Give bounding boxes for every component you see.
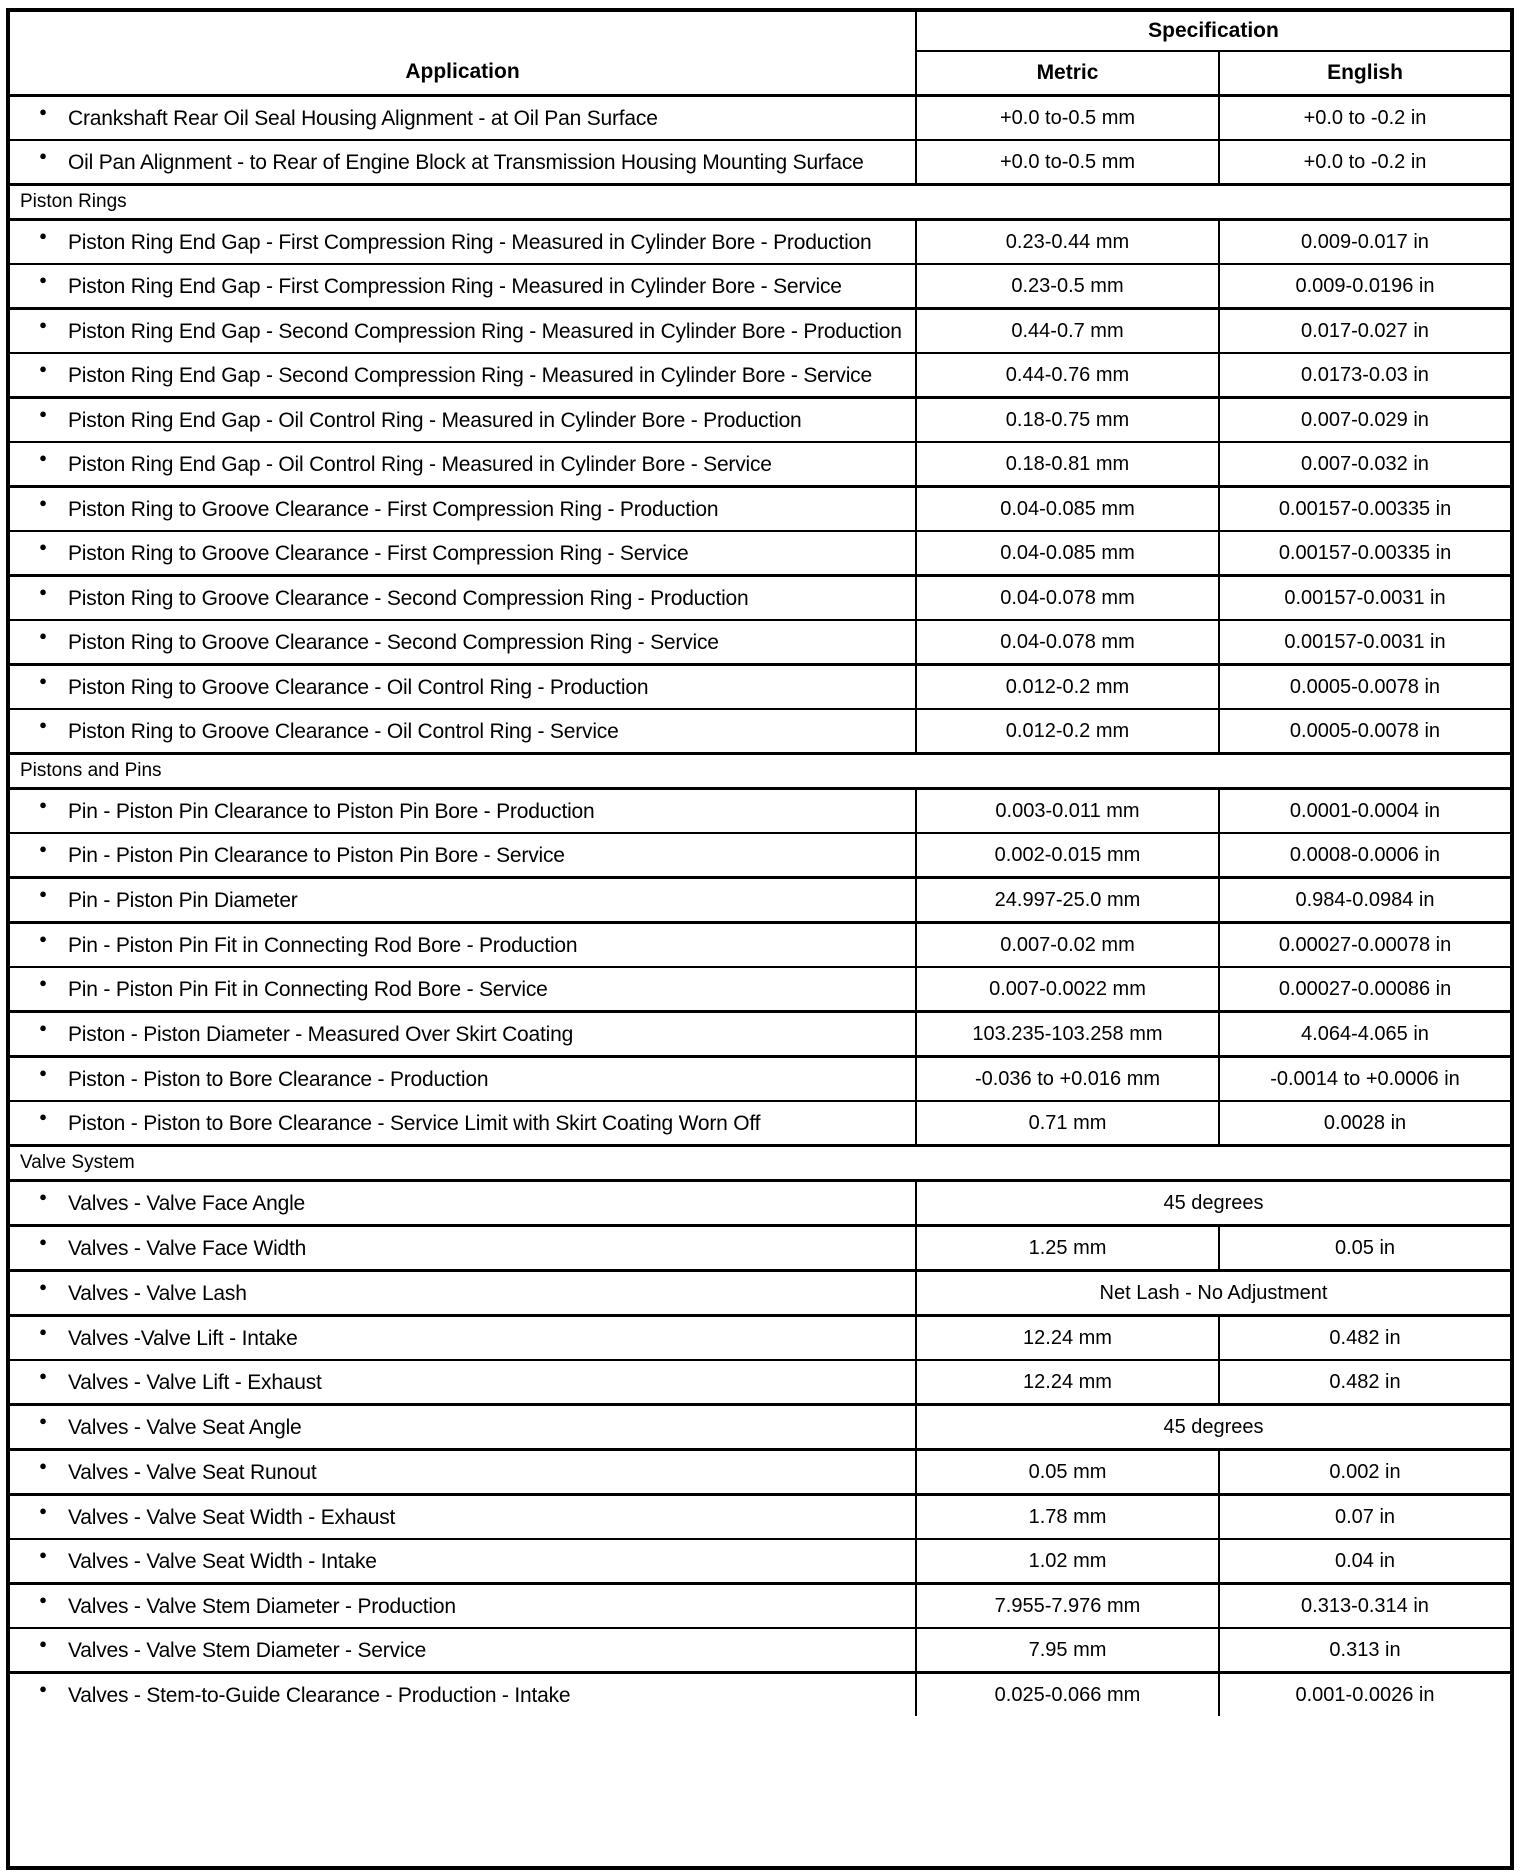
bullet-icon: ● bbox=[39, 796, 47, 812]
application-text: Crankshaft Rear Oil Seal Housing Alignment - at Oil Pan Surface bbox=[68, 106, 658, 130]
application-text: Piston Ring End Gap - Oil Control Ring - Measured in Cylinder Bore - Service bbox=[68, 452, 772, 476]
bullet-icon: ● bbox=[39, 494, 47, 510]
merged-spec-value: 45 degrees bbox=[1163, 1192, 1264, 1214]
metric-value: 1.02 mm bbox=[917, 1540, 1220, 1582]
application-text: Piston - Piston Diameter - Measured Over Skirt Coating bbox=[68, 1022, 574, 1046]
bullet-icon: ● bbox=[39, 974, 47, 990]
merged-spec-value: Net Lash - No Adjustment bbox=[1099, 1282, 1328, 1304]
bullet-icon: ● bbox=[39, 583, 47, 599]
spec-row bbox=[10, 1010, 1510, 1055]
application-text: Piston Ring to Groove Clearance - Second Compression Ring - Service bbox=[68, 630, 719, 654]
english-value: 0.0173-0.03 in bbox=[1301, 364, 1429, 386]
english-value: 0.482 in bbox=[1329, 1327, 1401, 1349]
spec-row bbox=[10, 574, 1510, 619]
spec-row bbox=[10, 139, 1510, 183]
spec-row bbox=[10, 787, 1510, 832]
spec-row bbox=[10, 876, 1510, 921]
bullet-icon: ● bbox=[39, 627, 47, 643]
english-value: 0.00157-0.00335 in bbox=[1278, 542, 1452, 564]
bullet-icon: ● bbox=[39, 1680, 47, 1696]
application-cell bbox=[10, 666, 917, 708]
spec-row bbox=[10, 352, 1510, 396]
application-cell bbox=[10, 710, 917, 752]
bullet-icon: ● bbox=[39, 1367, 47, 1383]
spec-row bbox=[10, 97, 1510, 139]
metric-value: 0.003-0.011 mm bbox=[917, 790, 1220, 832]
application-text: Pin - Piston Pin Diameter bbox=[68, 888, 298, 912]
application-cell bbox=[10, 310, 917, 352]
metric-value: 0.007-0.0022 mm bbox=[917, 968, 1220, 1010]
english-value: 0.001-0.0026 in bbox=[1295, 1684, 1435, 1706]
application-cell bbox=[10, 924, 917, 966]
english-value: 0.00027-0.00086 in bbox=[1278, 978, 1452, 1000]
spec-row bbox=[10, 1538, 1510, 1582]
application-cell bbox=[10, 1058, 917, 1100]
application-cell bbox=[10, 1496, 917, 1538]
section-header-row: Pistons and Pins bbox=[10, 752, 1510, 787]
metric-value: 0.04-0.078 mm bbox=[917, 621, 1220, 663]
spec-row bbox=[10, 1179, 1510, 1224]
spec-row bbox=[10, 1055, 1510, 1100]
bullet-icon: ● bbox=[39, 316, 47, 332]
application-cell bbox=[10, 265, 917, 307]
application-cell bbox=[10, 1629, 917, 1671]
spec-row bbox=[10, 1269, 1510, 1314]
specification-column-header: Specification bbox=[917, 12, 1510, 52]
spec-row bbox=[10, 1627, 1510, 1671]
spec-row bbox=[10, 1448, 1510, 1493]
application-cell bbox=[10, 1361, 917, 1403]
spec-row bbox=[10, 485, 1510, 530]
application-cell bbox=[10, 443, 917, 485]
english-value: 4.064-4.065 in bbox=[1301, 1023, 1429, 1045]
spec-row bbox=[10, 832, 1510, 876]
metric-value: 0.04-0.078 mm bbox=[917, 577, 1220, 619]
application-text: Pin - Piston Pin Clearance to Piston Pin Bore - Service bbox=[68, 843, 565, 867]
spec-row bbox=[10, 1100, 1510, 1144]
english-value: 0.0005-0.0078 in bbox=[1289, 676, 1441, 698]
english-value: 0.0008-0.0006 in bbox=[1289, 844, 1441, 866]
bullet-icon: ● bbox=[39, 672, 47, 688]
metric-value: +0.0 to-0.5 mm bbox=[917, 141, 1220, 183]
spec-row bbox=[10, 441, 1510, 485]
metric-value: 1.25 mm bbox=[917, 1227, 1220, 1269]
application-cell bbox=[10, 399, 917, 441]
metric-value: 7.955-7.976 mm bbox=[917, 1585, 1220, 1627]
metric-value: 12.24 mm bbox=[917, 1361, 1220, 1403]
bullet-icon: ● bbox=[39, 1323, 47, 1339]
bullet-icon: ● bbox=[39, 1108, 47, 1124]
application-text: Valves - Valve Seat Width - Exhaust bbox=[68, 1505, 396, 1529]
bullet-icon: ● bbox=[39, 538, 47, 554]
bullet-icon: ● bbox=[39, 227, 47, 243]
english-value: 0.313 in bbox=[1329, 1639, 1401, 1661]
application-text: Valves -Valve Lift - Intake bbox=[68, 1326, 298, 1350]
application-cell bbox=[10, 1317, 917, 1359]
metric-value: 0.025-0.066 mm bbox=[917, 1674, 1220, 1716]
spec-row bbox=[10, 966, 1510, 1010]
bullet-icon: ● bbox=[39, 1233, 47, 1249]
metric-value: 24.997-25.0 mm bbox=[917, 879, 1220, 921]
application-text: Piston Ring End Gap - Second Compression Ring - Measured in Cylinder Bore - Service bbox=[68, 363, 872, 387]
application-cell bbox=[10, 1406, 917, 1448]
spec-row bbox=[10, 921, 1510, 966]
application-cell bbox=[10, 1585, 917, 1627]
application-text: Piston Ring End Gap - First Compression Ring - Measured in Cylinder Bore - Service bbox=[68, 274, 842, 298]
metric-value: 1.78 mm bbox=[917, 1496, 1220, 1538]
spec-row bbox=[10, 530, 1510, 574]
bullet-icon: ● bbox=[39, 1502, 47, 1518]
bullet-icon: ● bbox=[39, 1278, 47, 1294]
metric-value: 7.95 mm bbox=[917, 1629, 1220, 1671]
english-value: 0.313-0.314 in bbox=[1301, 1595, 1429, 1617]
metric-value: 0.007-0.02 mm bbox=[917, 924, 1220, 966]
table-header bbox=[10, 12, 1510, 97]
metric-value: 0.05 mm bbox=[917, 1451, 1220, 1493]
metric-value: 0.44-0.7 mm bbox=[917, 310, 1220, 352]
application-cell bbox=[10, 354, 917, 396]
application-text: Valves - Valve Stem Diameter - Production bbox=[68, 1594, 456, 1618]
english-value: 0.00157-0.0031 in bbox=[1284, 587, 1446, 609]
application-cell bbox=[10, 621, 917, 663]
english-value: 0.07 in bbox=[1334, 1506, 1396, 1528]
spec-row bbox=[10, 263, 1510, 307]
spec-row bbox=[10, 1224, 1510, 1269]
application-text: Valves - Valve Lash bbox=[68, 1281, 247, 1305]
application-cell bbox=[10, 1182, 917, 1224]
section-header-row: Piston Rings bbox=[10, 183, 1510, 218]
application-cell bbox=[10, 1674, 917, 1716]
metric-value: 0.23-0.44 mm bbox=[917, 221, 1220, 263]
application-cell bbox=[10, 1272, 917, 1314]
english-value: 0.0005-0.0078 in bbox=[1289, 720, 1441, 742]
bullet-icon: ● bbox=[39, 1064, 47, 1080]
english-value: 0.00157-0.0031 in bbox=[1284, 631, 1446, 653]
bullet-icon: ● bbox=[39, 103, 47, 119]
bullet-icon: ● bbox=[39, 1591, 47, 1607]
application-cell bbox=[10, 1451, 917, 1493]
english-value: 0.009-0.017 in bbox=[1301, 231, 1429, 253]
english-value: 0.984-0.0984 in bbox=[1295, 889, 1435, 911]
spec-row bbox=[10, 307, 1510, 352]
application-column-header: Application bbox=[10, 12, 917, 94]
bullet-icon: ● bbox=[39, 716, 47, 732]
english-value: 0.009-0.0196 in bbox=[1295, 275, 1435, 297]
metric-value: 0.71 mm bbox=[917, 1102, 1220, 1144]
spec-row bbox=[10, 663, 1510, 708]
application-cell bbox=[10, 488, 917, 530]
english-column-header: English bbox=[1327, 61, 1403, 84]
metric-value: 0.18-0.75 mm bbox=[917, 399, 1220, 441]
bullet-icon: ● bbox=[39, 885, 47, 901]
specification-table bbox=[6, 8, 1514, 1870]
spec-row bbox=[10, 1359, 1510, 1403]
english-value: 0.00157-0.00335 in bbox=[1278, 498, 1452, 520]
bullet-icon: ● bbox=[39, 930, 47, 946]
application-text: Valves - Valve Seat Runout bbox=[68, 1460, 317, 1484]
application-text: Piston Ring to Groove Clearance - Oil Control Ring - Production bbox=[68, 675, 649, 699]
application-text: Piston Ring to Groove Clearance - Oil Control Ring - Service bbox=[68, 719, 619, 743]
application-cell bbox=[10, 97, 917, 139]
spec-row bbox=[10, 1671, 1510, 1716]
application-text: Piston Ring to Groove Clearance - First Compression Ring - Service bbox=[68, 541, 689, 565]
application-text: Piston Ring to Groove Clearance - First Compression Ring - Production bbox=[68, 497, 719, 521]
application-cell bbox=[10, 1102, 917, 1144]
english-value: 0.00027-0.00078 in bbox=[1278, 934, 1452, 956]
english-value: 0.0001-0.0004 in bbox=[1289, 800, 1441, 822]
application-cell bbox=[10, 879, 917, 921]
application-cell bbox=[10, 141, 917, 183]
application-text: Piston - Piston to Bore Clearance - Production bbox=[68, 1067, 489, 1091]
application-text: Piston Ring End Gap - Oil Control Ring - Measured in Cylinder Bore - Production bbox=[68, 408, 802, 432]
metric-value: 0.04-0.085 mm bbox=[917, 488, 1220, 530]
metric-value: 0.18-0.81 mm bbox=[917, 443, 1220, 485]
metric-value: 0.012-0.2 mm bbox=[917, 710, 1220, 752]
bullet-icon: ● bbox=[39, 449, 47, 465]
spec-row bbox=[10, 396, 1510, 441]
application-cell bbox=[10, 1013, 917, 1055]
application-text: Valves - Valve Face Width bbox=[68, 1236, 307, 1260]
application-text: Pin - Piston Pin Fit in Connecting Rod Bore - Service bbox=[68, 977, 548, 1001]
application-cell bbox=[10, 834, 917, 876]
spec-row bbox=[10, 1582, 1510, 1627]
metric-value: 0.012-0.2 mm bbox=[917, 666, 1220, 708]
metric-value: 103.235-103.258 mm bbox=[917, 1013, 1220, 1055]
metric-value: 0.04-0.085 mm bbox=[917, 532, 1220, 574]
application-cell bbox=[10, 577, 917, 619]
english-value: -0.0014 to +0.0006 in bbox=[1270, 1068, 1460, 1090]
spec-row bbox=[10, 1403, 1510, 1448]
english-value: 0.04 in bbox=[1334, 1550, 1396, 1572]
application-text: Oil Pan Alignment - to Rear of Engine Block at Transmission Housing Mounting Surface bbox=[68, 150, 864, 174]
spec-row bbox=[10, 1314, 1510, 1359]
bullet-icon: ● bbox=[39, 360, 47, 376]
application-cell bbox=[10, 1227, 917, 1269]
spec-row bbox=[10, 218, 1510, 263]
bullet-icon: ● bbox=[39, 271, 47, 287]
application-text: Pin - Piston Pin Fit in Connecting Rod Bore - Production bbox=[68, 933, 578, 957]
english-value: 0.017-0.027 in bbox=[1301, 320, 1429, 342]
english-value: 0.002 in bbox=[1329, 1461, 1401, 1483]
metric-value: 0.23-0.5 mm bbox=[917, 265, 1220, 307]
metric-column-header: Metric bbox=[917, 52, 1220, 94]
english-value: 0.05 in bbox=[1334, 1237, 1396, 1259]
table-body bbox=[10, 97, 1510, 1716]
application-text: Valves - Valve Seat Width - Intake bbox=[68, 1549, 377, 1573]
metric-value: 12.24 mm bbox=[917, 1317, 1220, 1359]
bullet-icon: ● bbox=[39, 147, 47, 163]
bullet-icon: ● bbox=[39, 1546, 47, 1562]
application-cell bbox=[10, 1540, 917, 1582]
spec-row bbox=[10, 619, 1510, 663]
application-text: Valves - Valve Lift - Exhaust bbox=[68, 1370, 322, 1394]
bullet-icon: ● bbox=[39, 405, 47, 421]
bullet-icon: ● bbox=[39, 1019, 47, 1035]
application-text: Pin - Piston Pin Clearance to Piston Pin Bore - Production bbox=[68, 799, 595, 823]
application-cell bbox=[10, 221, 917, 263]
english-value: +0.0 to -0.2 in bbox=[1303, 107, 1427, 129]
metric-value: 0.002-0.015 mm bbox=[917, 834, 1220, 876]
bullet-icon: ● bbox=[39, 840, 47, 856]
metric-value: 0.44-0.76 mm bbox=[917, 354, 1220, 396]
bullet-icon: ● bbox=[39, 1457, 47, 1473]
english-value: +0.0 to -0.2 in bbox=[1303, 151, 1427, 173]
english-value: 0.007-0.032 in bbox=[1301, 453, 1429, 475]
bullet-icon: ● bbox=[39, 1188, 47, 1204]
application-cell bbox=[10, 790, 917, 832]
bullet-icon: ● bbox=[39, 1635, 47, 1651]
application-text: Piston Ring End Gap - Second Compression Ring - Measured in Cylinder Bore - Production bbox=[68, 319, 902, 343]
application-text: Valves - Valve Face Angle bbox=[68, 1191, 306, 1215]
application-text: Piston Ring to Groove Clearance - Second Compression Ring - Production bbox=[68, 586, 749, 610]
english-value: 0.482 in bbox=[1329, 1371, 1401, 1393]
merged-spec-value: 45 degrees bbox=[1163, 1416, 1264, 1438]
bullet-icon: ● bbox=[39, 1412, 47, 1428]
section-header-row: Valve System bbox=[10, 1144, 1510, 1179]
application-cell bbox=[10, 968, 917, 1010]
application-text: Piston - Piston to Bore Clearance - Service Limit with Skirt Coating Worn Off bbox=[68, 1111, 761, 1135]
application-text: Valves - Valve Seat Angle bbox=[68, 1415, 302, 1439]
application-cell bbox=[10, 532, 917, 574]
spec-row bbox=[10, 1493, 1510, 1538]
english-value: 0.0028 in bbox=[1323, 1112, 1407, 1134]
application-text: Valves - Stem-to-Guide Clearance - Production - Intake bbox=[68, 1683, 571, 1707]
application-text: Valves - Valve Stem Diameter - Service bbox=[68, 1638, 427, 1662]
application-text: Piston Ring End Gap - First Compression Ring - Measured in Cylinder Bore - Production bbox=[68, 230, 872, 254]
english-value: 0.007-0.029 in bbox=[1301, 409, 1429, 431]
metric-value: +0.0 to-0.5 mm bbox=[917, 97, 1220, 139]
metric-value: -0.036 to +0.016 mm bbox=[917, 1058, 1220, 1100]
spec-row bbox=[10, 708, 1510, 752]
